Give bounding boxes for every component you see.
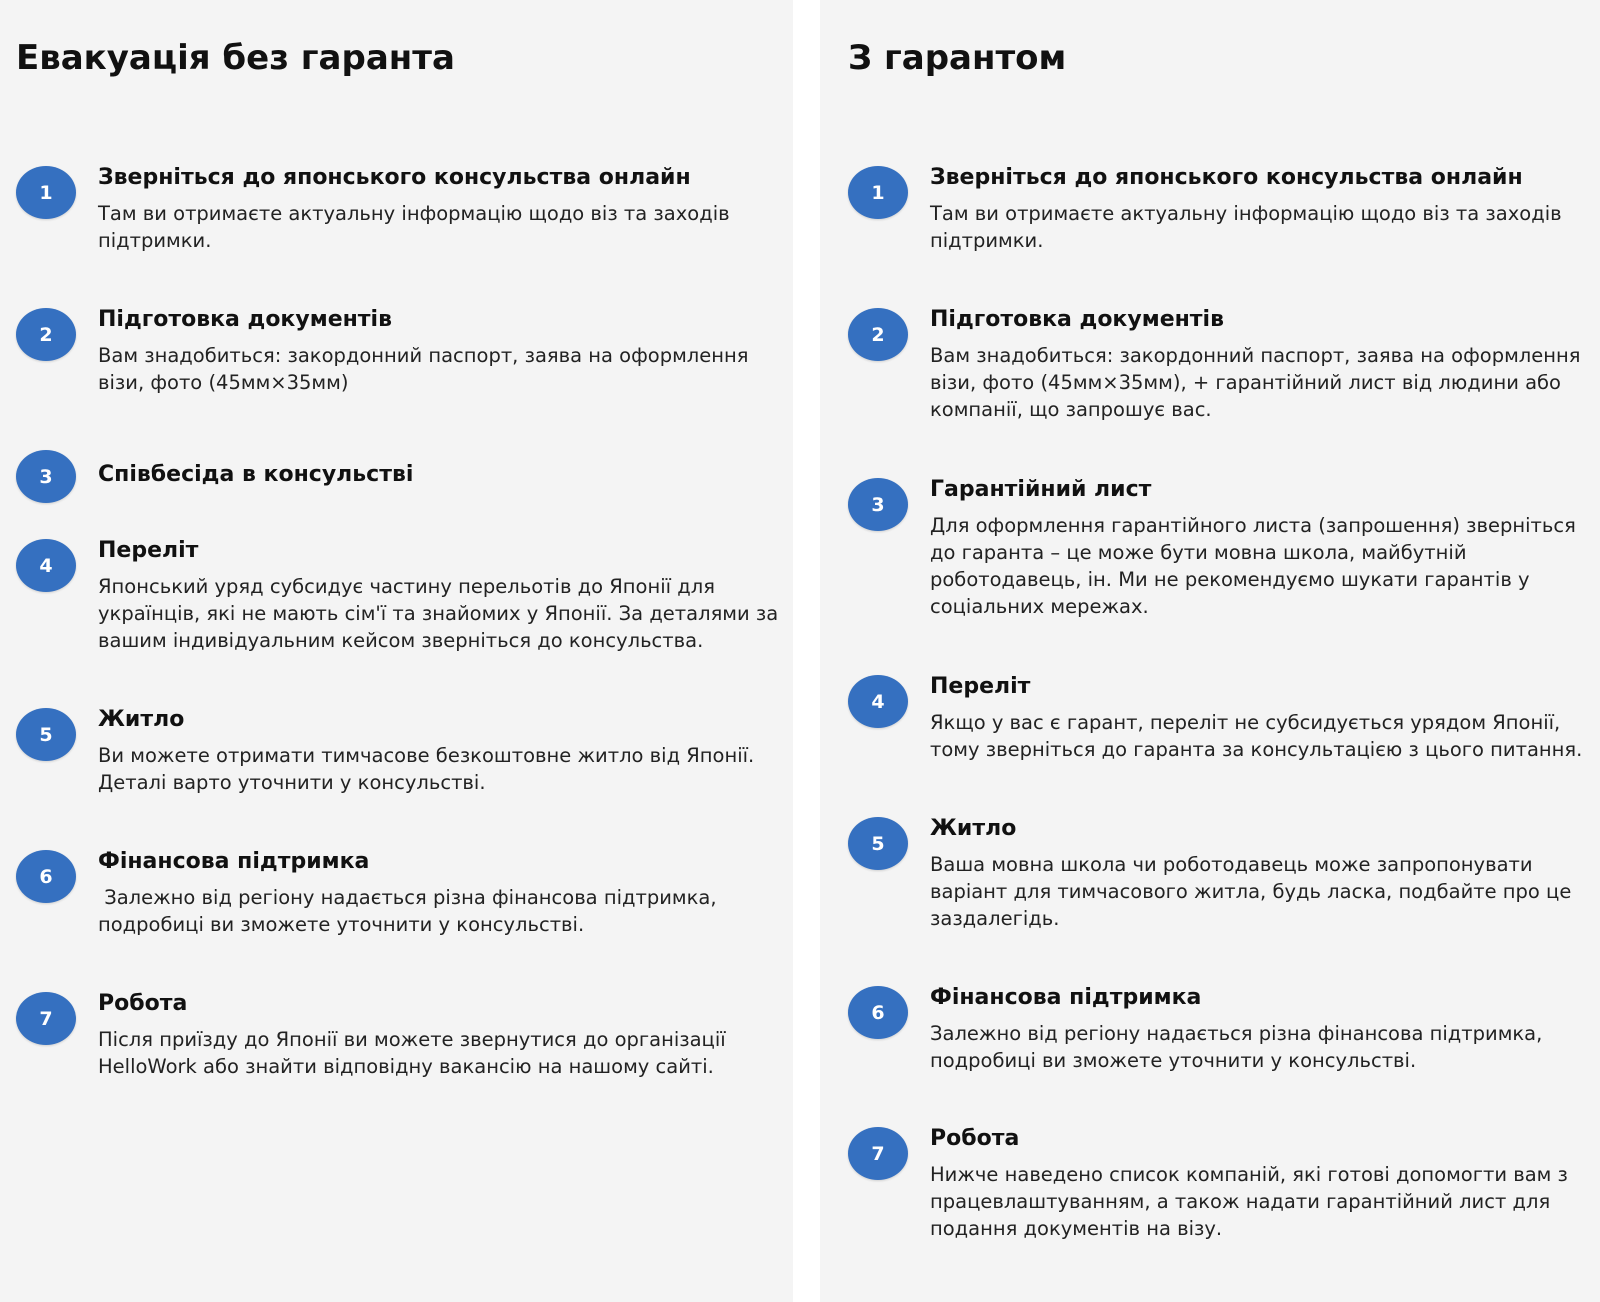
step-item	[16, 536, 785, 654]
step-title: Житло	[98, 707, 185, 732]
step-number-badge: 1	[16, 166, 76, 219]
step-item	[848, 1124, 1588, 1242]
step-item	[848, 163, 1588, 254]
step-item	[848, 672, 1588, 763]
step-description: Ви можете отримати тимчасове безкоштовне житло від Японії. Деталі варто уточнити у консульстві.	[98, 744, 761, 794]
step-description: Залежно від регіону надається різна фінансова підтримка, подробиці ви зможете уточнити у консульстві.	[98, 886, 723, 936]
step-number-badge: 7	[16, 992, 76, 1045]
step-title: Фінансова підтримка	[930, 985, 1202, 1010]
step-title: Переліт	[98, 538, 199, 563]
step-number-badge: 3	[848, 478, 908, 531]
step-title: Робота	[930, 1126, 1020, 1151]
step-title: Житло	[930, 816, 1017, 841]
step-title: Гарантійний лист	[930, 477, 1152, 502]
step-item	[848, 814, 1588, 932]
column-with-guarantor	[820, 0, 1600, 1302]
step-number-badge: 7	[848, 1127, 908, 1180]
step-number-badge: 6	[16, 850, 76, 903]
step-number-badge: 5	[848, 817, 908, 870]
step-item	[16, 705, 781, 796]
step-number-badge: 6	[848, 986, 908, 1039]
step-description: Нижче наведено список компаній, які готові допомогти вам з працевлаштуванням, а також надати гарантійний лист для подання документів на візу.	[930, 1163, 1575, 1240]
step-description: Після приїзду до Японії ви можете звернутися до організації HelloWork або знайти відповідну вакансію на нашому сайті.	[98, 1028, 732, 1078]
step-number-badge: 4	[848, 675, 908, 728]
step-number-badge: 2	[848, 308, 908, 361]
column-title: З гарантом	[848, 38, 1067, 78]
step-description: Вам знадобиться: закордонний паспорт, заява на оформлення візи, фото (45мм×35мм)	[98, 344, 755, 394]
step-item	[848, 983, 1588, 1074]
step-title: Співбесіда в консульстві	[98, 462, 414, 487]
step-description: Вам знадобиться: закордонний паспорт, заява на оформлення візи, фото (45мм×35мм), + гарантійний лист від людини або компанії, що запрошує вас.	[930, 344, 1587, 421]
step-description: Там ви отримаєте актуальну інформацію щодо віз та заходів підтримки.	[930, 202, 1568, 252]
step-title: Підготовка документів	[930, 307, 1225, 332]
step-item	[16, 847, 781, 938]
step-title: Переліт	[930, 674, 1031, 699]
step-description: Ваша мовна школа чи роботодавець може запропонувати варіант для тимчасового житла, будь ласка, подбайте про це заздалегідь.	[930, 853, 1578, 930]
step-item	[16, 163, 781, 254]
step-description: Залежно від регіону надається різна фінансова підтримка, подробиці ви зможете уточнити у консульстві.	[930, 1022, 1549, 1072]
step-number-badge: 1	[848, 166, 908, 219]
step-item	[848, 475, 1588, 620]
step-title: Зверніться до японського консульства онлайн	[930, 165, 1523, 190]
step-title: Робота	[98, 991, 188, 1016]
column-without-guarantor	[0, 0, 793, 1302]
step-description: Там ви отримаєте актуальну інформацію щодо віз та заходів підтримки.	[98, 202, 736, 252]
step-number-badge: 2	[16, 308, 76, 361]
step-description: Для оформлення гарантійного листа (запрошення) зверніться до гаранта – це може бути мовна школа, майбутній роботодавець, ін. Ми не рекомендуємо шукати гарантів у соціальних мережах.	[930, 514, 1583, 618]
step-number-badge: 5	[16, 708, 76, 761]
step-title: Фінансова підтримка	[98, 849, 370, 874]
step-number-badge: 3	[16, 450, 76, 503]
step-description: Японський уряд субсидує частину перельотів до Японії для українців, які не мають сім'ї та знайомих у Японії. За деталями за вашим індивідуальним кейсом зверніться до консульства.	[98, 575, 785, 652]
step-item	[16, 460, 781, 497]
step-number-badge: 4	[16, 539, 76, 592]
step-title: Підготовка документів	[98, 307, 393, 332]
step-title: Зверніться до японського консульства онлайн	[98, 165, 691, 190]
step-item	[848, 305, 1588, 423]
step-description: Якщо у вас є гарант, переліт не субсидується урядом Японії, тому зверніться до гаранта за консультацією з цього питання.	[930, 711, 1583, 761]
step-item	[16, 305, 781, 396]
step-item	[16, 989, 781, 1080]
column-title: Евакуація без гаранта	[16, 38, 455, 78]
